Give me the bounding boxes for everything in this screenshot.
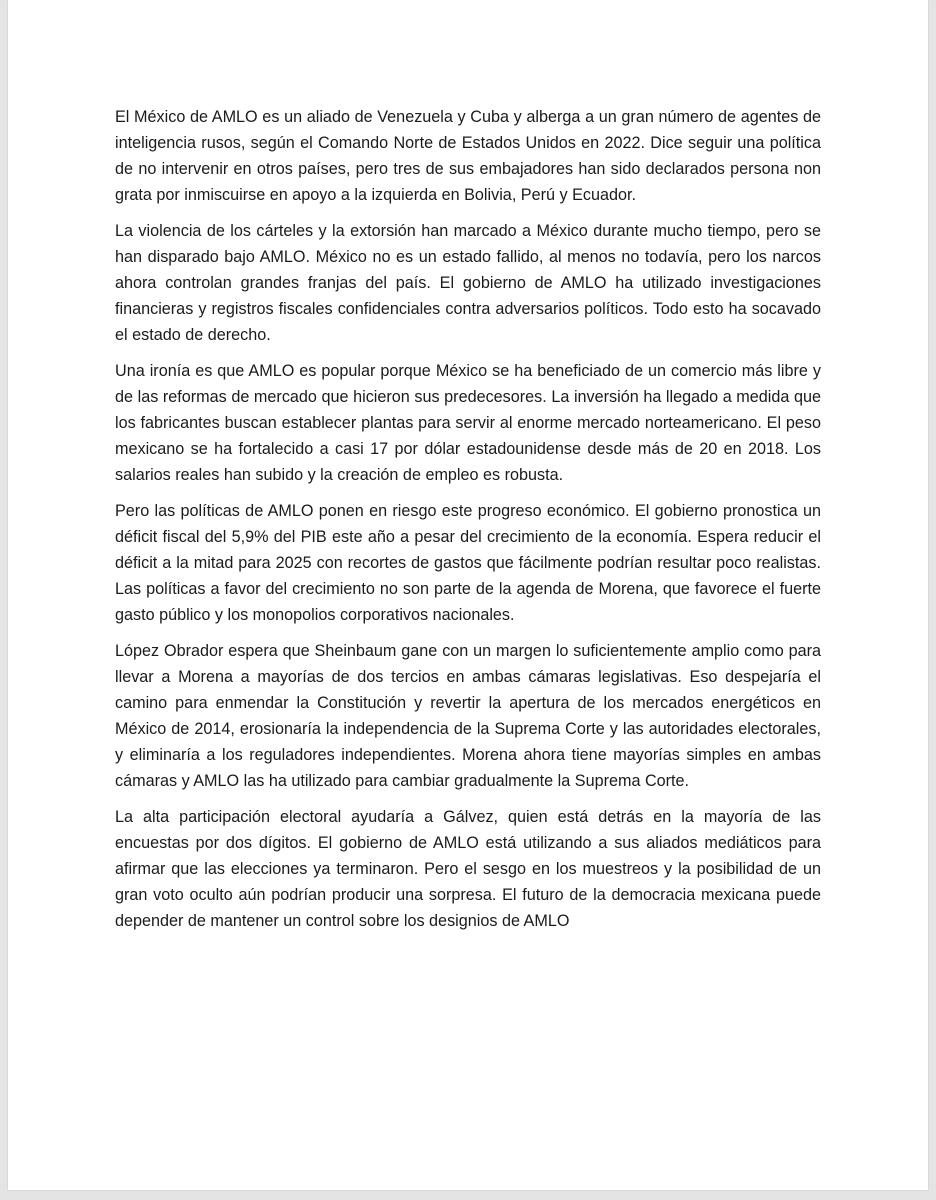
paragraph-6: La alta participación electoral ayudaría a Gálvez, quien está detrás en la mayoría de las encuestas por dos dígitos. El gobierno de AMLO está utilizando a sus aliados mediáticos para afirmar que las elecciones ya terminaron. Pero el sesgo en los muestreos y la posibilidad de un gran voto oculto aún podrían producir una sorpresa. El futuro de la democracia mexicana puede depender de mantener un control sobre los designios de AMLO: [115, 808, 821, 930]
paragraph-1: El México de AMLO es un aliado de Venezuela y Cuba y alberga a un gran número de agentes de inteligencia rusos, según el Comando Norte de Estados Unidos en 2022. Dice seguir una política de no intervenir en otros países, pero tres de sus embajadores han sido declarados persona non grata por inmiscuirse en apoyo a la izquierda en Bolivia, Perú y Ecuador.: [115, 108, 821, 204]
paragraph-2: La violencia de los cárteles y la extorsión han marcado a México durante mucho tiempo, pero se han disparado bajo AMLO. México no es un estado fallido, al menos no todavía, pero los narcos ahora controlan grandes franjas del país. El gobierno de AMLO ha utilizado investigaciones financieras y registros fiscales confidenciales contra adversarios políticos. Todo esto ha socavado el estado de derecho.: [115, 222, 821, 344]
paragraph-4: Pero las políticas de AMLO ponen en riesgo este progreso económico. El gobierno pronostica un déficit fiscal del 5,9% del PIB este año a pesar del crecimiento de la economía. Espera reducir el déficit a la mitad para 2025 con recortes de gastos que fácilmente podrían resultar poco realistas. Las políticas a favor del crecimiento no son parte de la agenda de Morena, que favorece el fuerte gasto público y los monopolios corporativos nacionales.: [115, 502, 821, 624]
paragraph-5: López Obrador espera que Sheinbaum gane con un margen lo suficientemente amplio como para llevar a Morena a mayorías de dos tercios en ambas cámaras legislativas. Eso despejaría el camino para enmendar la Constitución y revertir la apertura de los mercados energéticos en México de 2014, erosionaría la independencia de la Suprema Corte y las autoridades electorales, y eliminaría a los reguladores independientes. Morena ahora tiene mayorías simples en ambas cámaras y AMLO las ha utilizado para cambiar gradualmente la Suprema Corte.: [115, 642, 821, 790]
document-page: [8, 0, 928, 1190]
document-body: [115, 104, 821, 944]
paragraph-3: Una ironía es que AMLO es popular porque México se ha beneficiado de un comercio más libre y de las reformas de mercado que hicieron sus predecesores. La inversión ha llegado a medida que los fabricantes buscan establecer plantas para servir al enorme mercado norteamericano. El peso mexicano se ha fortalecido a casi 17 por dólar estadounidense desde más de 20 en 2018. Los salarios reales han subido y la creación de empleo es robusta.: [115, 362, 821, 484]
